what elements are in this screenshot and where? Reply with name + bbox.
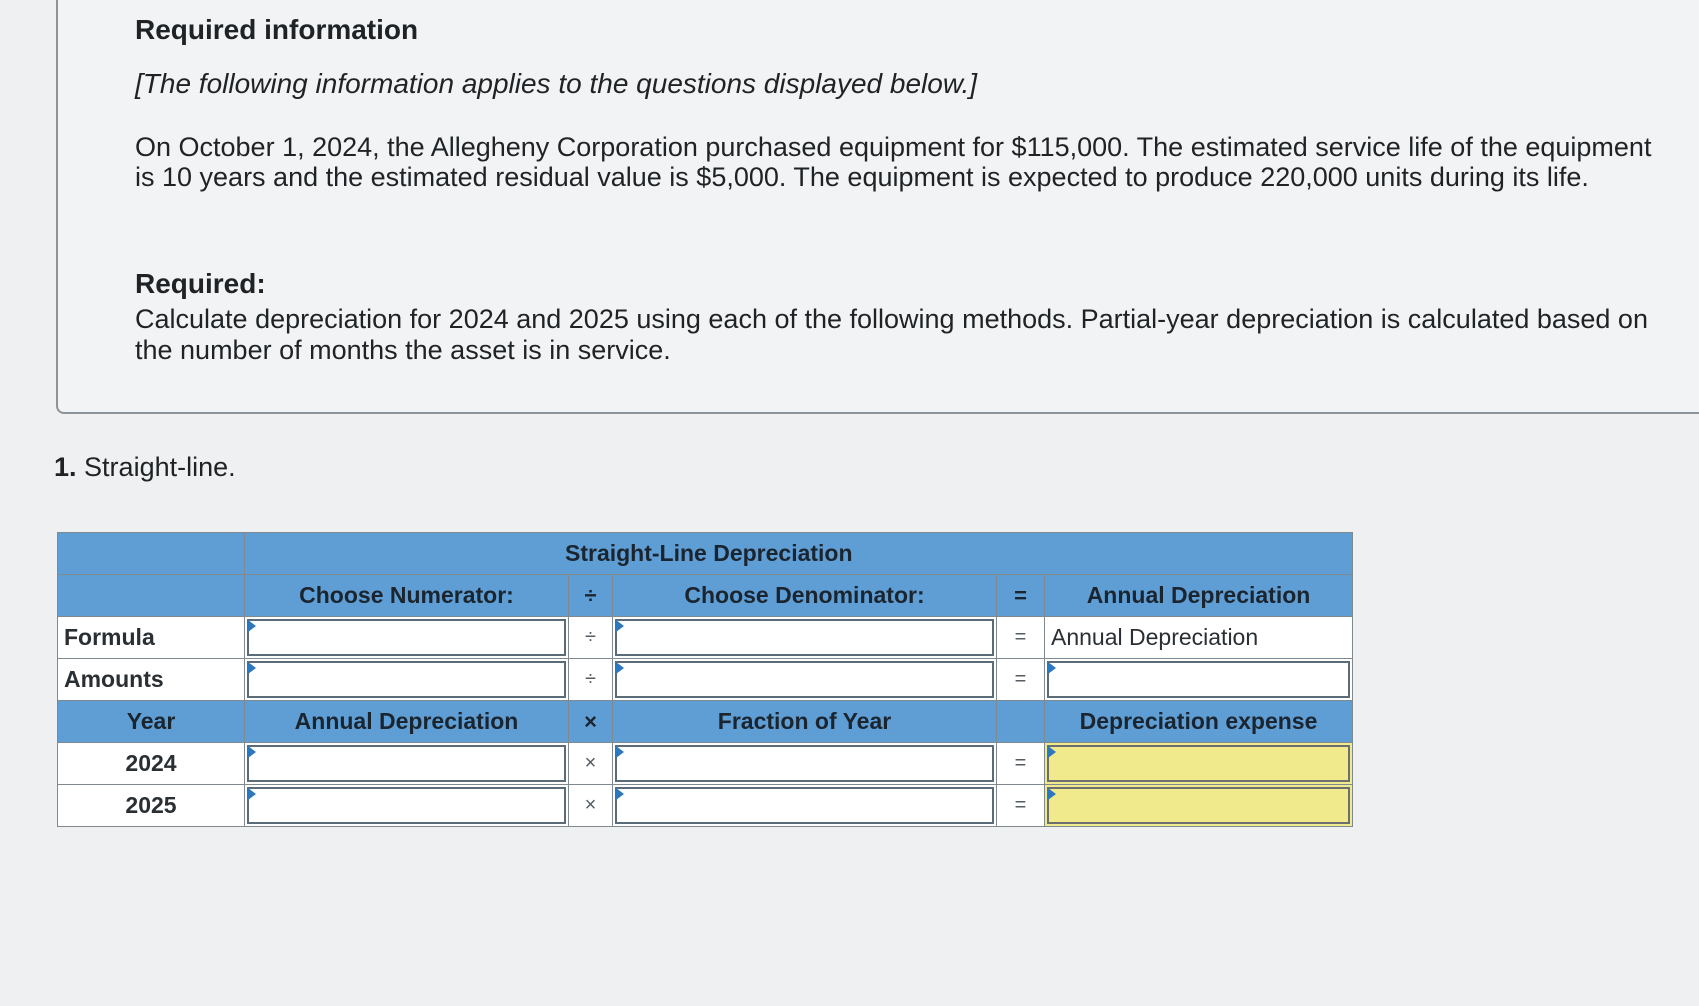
input-caret-icon <box>248 788 256 800</box>
input-caret-icon <box>616 788 624 800</box>
year-header-annual-depreciation: Annual Depreciation <box>245 701 569 743</box>
dropdown-caret-icon <box>248 620 256 632</box>
year-2024-equals-sign: = <box>997 743 1045 785</box>
amounts-row-label: Amounts <box>58 659 245 701</box>
formula-divide-sign: ÷ <box>569 617 613 659</box>
amounts-denominator-field[interactable] <box>615 661 994 698</box>
formula-denominator-field[interactable] <box>615 619 994 656</box>
year-2025-depreciation-expense-input[interactable] <box>1045 785 1353 827</box>
year-2024-depreciation-expense-field[interactable] <box>1047 745 1350 782</box>
header-numerator: Choose Numerator: <box>245 575 569 617</box>
year-2025-fraction-input[interactable] <box>613 785 997 827</box>
year-2025-equals-sign: = <box>997 785 1045 827</box>
year-2025-depreciation-expense-field[interactable] <box>1047 787 1350 824</box>
required-text: Calculate depreciation for 2024 and 2025 using each of the following methods. Partial-year depreciation is calculated based on the number of months the asset is in service. <box>135 304 1648 365</box>
formula-result-label: Annual Depreciation <box>1045 617 1353 659</box>
header-blank-cell <box>58 575 245 617</box>
dropdown-caret-icon <box>616 620 624 632</box>
input-caret-icon <box>1048 662 1056 674</box>
table-header-blank <box>58 533 245 575</box>
year-2024-label: 2024 <box>58 743 245 785</box>
header-result: Annual Depreciation <box>1045 575 1353 617</box>
year-2024-fraction-input[interactable] <box>613 743 997 785</box>
year-2025-fraction-field[interactable] <box>615 787 994 824</box>
formula-row-label: Formula <box>58 617 245 659</box>
formula-numerator-field[interactable] <box>247 619 566 656</box>
info-note: [The following information applies to the questions displayed below.] <box>135 68 978 99</box>
part-label <box>54 452 236 483</box>
input-caret-icon <box>616 746 624 758</box>
info-title: Required information <box>135 14 419 45</box>
formula-denominator-dropdown[interactable] <box>613 617 997 659</box>
input-caret-icon <box>1048 746 1056 758</box>
year-header-times-sign: × <box>569 701 613 743</box>
amounts-divide-sign: ÷ <box>569 659 613 701</box>
amounts-denominator-input[interactable] <box>613 659 997 701</box>
amounts-equals-sign: = <box>997 659 1045 701</box>
table-title: Straight-Line Depreciation <box>245 533 1353 575</box>
header-divide-sign: ÷ <box>569 575 613 617</box>
year-2024-fraction-field[interactable] <box>615 745 994 782</box>
input-caret-icon <box>248 746 256 758</box>
amounts-result-input[interactable] <box>1045 659 1353 701</box>
year-header-blank <box>997 701 1045 743</box>
straight-line-table <box>57 532 1353 827</box>
input-caret-icon <box>1048 788 1056 800</box>
input-caret-icon <box>248 662 256 674</box>
year-2024-depreciation-expense-input[interactable] <box>1045 743 1353 785</box>
amounts-numerator-input[interactable] <box>245 659 569 701</box>
year-header: Year <box>58 701 245 743</box>
required-label: Required: <box>135 268 266 299</box>
year-2024-times-sign: × <box>569 743 613 785</box>
header-denominator: Choose Denominator: <box>613 575 997 617</box>
input-caret-icon <box>616 662 624 674</box>
year-header-depreciation-expense: Depreciation expense <box>1045 701 1353 743</box>
amounts-numerator-field[interactable] <box>247 661 566 698</box>
year-2025-label: 2025 <box>58 785 245 827</box>
year-2024-annual-depreciation-input[interactable] <box>245 743 569 785</box>
year-2025-annual-depreciation-field[interactable] <box>247 787 566 824</box>
part-number: 1. <box>54 452 77 482</box>
formula-equals-sign: = <box>997 617 1045 659</box>
year-2025-times-sign: × <box>569 785 613 827</box>
year-header-fraction-of-year: Fraction of Year <box>613 701 997 743</box>
year-2024-annual-depreciation-field[interactable] <box>247 745 566 782</box>
part-title: Straight-line. <box>84 452 236 482</box>
amounts-result-field[interactable] <box>1047 661 1350 698</box>
header-equals-sign: = <box>997 575 1045 617</box>
problem-description: On October 1, 2024, the Allegheny Corporation purchased equipment for $115,000. The estimated service life of the equipment is 10 years and the estimated residual value is $5,000. The equipment is expected to produce 220,000 units during its life. <box>135 132 1652 192</box>
formula-numerator-dropdown[interactable] <box>245 617 569 659</box>
year-2025-annual-depreciation-input[interactable] <box>245 785 569 827</box>
